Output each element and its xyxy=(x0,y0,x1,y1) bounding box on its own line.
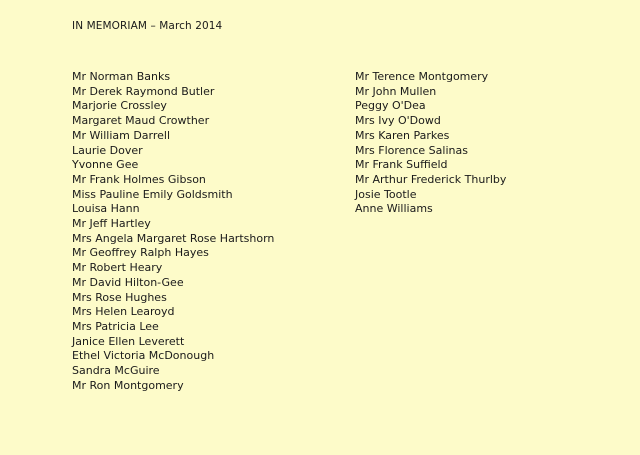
name-item: Mr Terence Montgomery xyxy=(355,70,489,83)
page-title: IN MEMORIAM – March 2014 xyxy=(72,20,223,32)
name-item: Mrs Angela Margaret Rose Hartshorn xyxy=(72,231,275,245)
name-item: Janice Ellen Leverett xyxy=(72,334,185,348)
name-item: Sandra McGuire xyxy=(72,364,160,378)
name-item: Mrs Helen Learoyd xyxy=(72,305,175,319)
name-item: Mrs Rose Hughes xyxy=(72,290,167,304)
names-list-right xyxy=(355,70,625,217)
name-item: Mrs Ivy O'Dowd xyxy=(355,114,441,128)
name-item: Mr Ron Montgomery xyxy=(72,378,184,392)
name-item: Mrs Florence Salinas xyxy=(355,143,468,157)
name-item: Mr Jeff Hartley xyxy=(72,217,151,231)
name-item: Peggy O'Dea xyxy=(355,99,426,113)
name-item: Mr John Mullen xyxy=(355,84,437,98)
names-list-left xyxy=(72,70,342,393)
name-item: Yvonne Gee xyxy=(72,158,139,172)
name-item: Mr Geoffrey Ralph Hayes xyxy=(72,246,209,260)
name-item: Marjorie Crossley xyxy=(72,99,167,113)
name-item: Mr Derek Raymond Butler xyxy=(72,84,215,98)
name-item: Mr Arthur Frederick Thurlby xyxy=(355,172,507,186)
name-item: Mrs Karen Parkes xyxy=(355,128,450,142)
name-item: Laurie Dover xyxy=(72,143,143,157)
name-item: Louisa Hann xyxy=(72,202,140,216)
name-item: Josie Tootle xyxy=(355,187,417,201)
name-item: Miss Pauline Emily Goldsmith xyxy=(72,187,233,201)
name-item: Mr David Hilton-Gee xyxy=(72,275,184,289)
name-item: Mr Frank Holmes Gibson xyxy=(72,172,206,186)
name-item: Mr William Darrell xyxy=(72,128,171,142)
name-item: Mr Norman Banks xyxy=(72,70,171,83)
name-item: Margaret Maud Crowther xyxy=(72,114,210,128)
name-item: Ethel Victoria McDonough xyxy=(72,349,215,363)
name-item: Mr Frank Suffield xyxy=(355,158,448,172)
name-item: Anne Williams xyxy=(355,202,433,216)
name-item: Mrs Patricia Lee xyxy=(72,319,159,333)
name-item: Mr Robert Heary xyxy=(72,261,163,275)
